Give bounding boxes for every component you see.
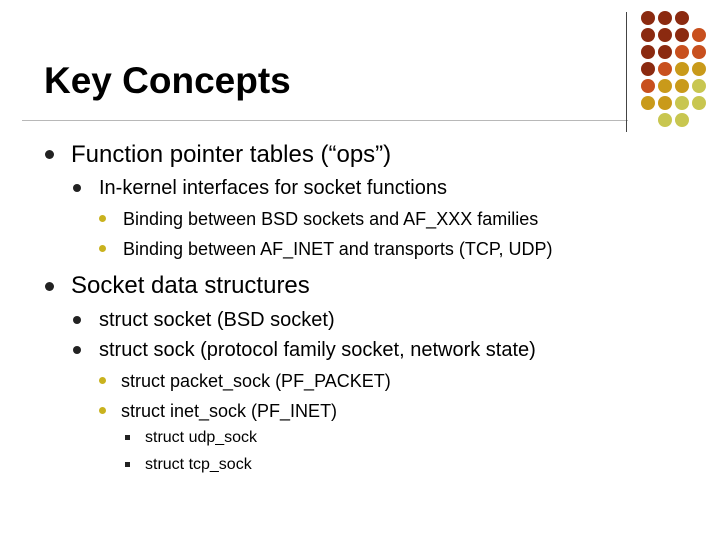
decor-dot xyxy=(658,113,672,127)
decor-dot xyxy=(658,45,672,59)
decor-dot xyxy=(658,28,672,42)
bullet-dot xyxy=(73,184,81,192)
bullet-item-level1: Function pointer tables (“ops”) xyxy=(71,141,392,168)
vertical-divider xyxy=(626,12,627,132)
square-bullet-icon xyxy=(125,462,130,467)
bullet-item-level1: Socket data structures xyxy=(71,272,310,299)
decor-dot xyxy=(641,28,655,42)
bullet-item-level2: struct sock (protocol family socket, network state) xyxy=(99,339,536,361)
decor-dot xyxy=(692,45,706,59)
bullet-dot xyxy=(99,407,106,414)
decor-dot xyxy=(675,28,689,42)
decor-dot xyxy=(675,45,689,59)
bullet-dot xyxy=(45,282,54,291)
bullet-item-level4: struct tcp_sock xyxy=(145,456,252,473)
square-bullet-icon xyxy=(125,435,130,440)
decor-dot xyxy=(692,62,706,76)
title-divider xyxy=(22,120,628,121)
bullet-item-level3: struct packet_sock (PF_PACKET) xyxy=(121,371,391,391)
bullet-dot xyxy=(73,346,81,354)
bullet-item-level2: struct socket (BSD socket) xyxy=(99,309,335,331)
bullet-item-level2: In-kernel interfaces for socket functions xyxy=(99,177,447,199)
bullet-item-level3: Binding between AF_INET and transports (TCP, UDP) xyxy=(123,239,553,259)
bullet-dot xyxy=(99,215,106,222)
decor-dot xyxy=(658,96,672,110)
bullet-dot xyxy=(45,150,54,159)
decor-dot xyxy=(675,62,689,76)
decor-dot xyxy=(675,79,689,93)
decor-dot xyxy=(658,62,672,76)
decor-dot xyxy=(641,79,655,93)
bullet-dot xyxy=(99,245,106,252)
decor-dot xyxy=(675,11,689,25)
decor-dot xyxy=(641,11,655,25)
decor-dot xyxy=(692,28,706,42)
decor-dot xyxy=(641,96,655,110)
slide-title: Key Concepts xyxy=(44,60,291,101)
decor-dot xyxy=(675,96,689,110)
decor-dot xyxy=(658,11,672,25)
decor-dot xyxy=(675,113,689,127)
bullet-item-level3: Binding between BSD sockets and AF_XXX families xyxy=(123,209,539,229)
bullet-dot xyxy=(73,316,81,324)
decor-dot xyxy=(658,79,672,93)
decor-dot xyxy=(692,79,706,93)
bullet-item-level4: struct udp_sock xyxy=(145,429,258,446)
decor-dot xyxy=(692,96,706,110)
decor-dot xyxy=(641,62,655,76)
decor-dot xyxy=(641,45,655,59)
bullet-item-level3: struct inet_sock (PF_INET) xyxy=(121,401,338,421)
bullet-dot xyxy=(99,377,106,384)
